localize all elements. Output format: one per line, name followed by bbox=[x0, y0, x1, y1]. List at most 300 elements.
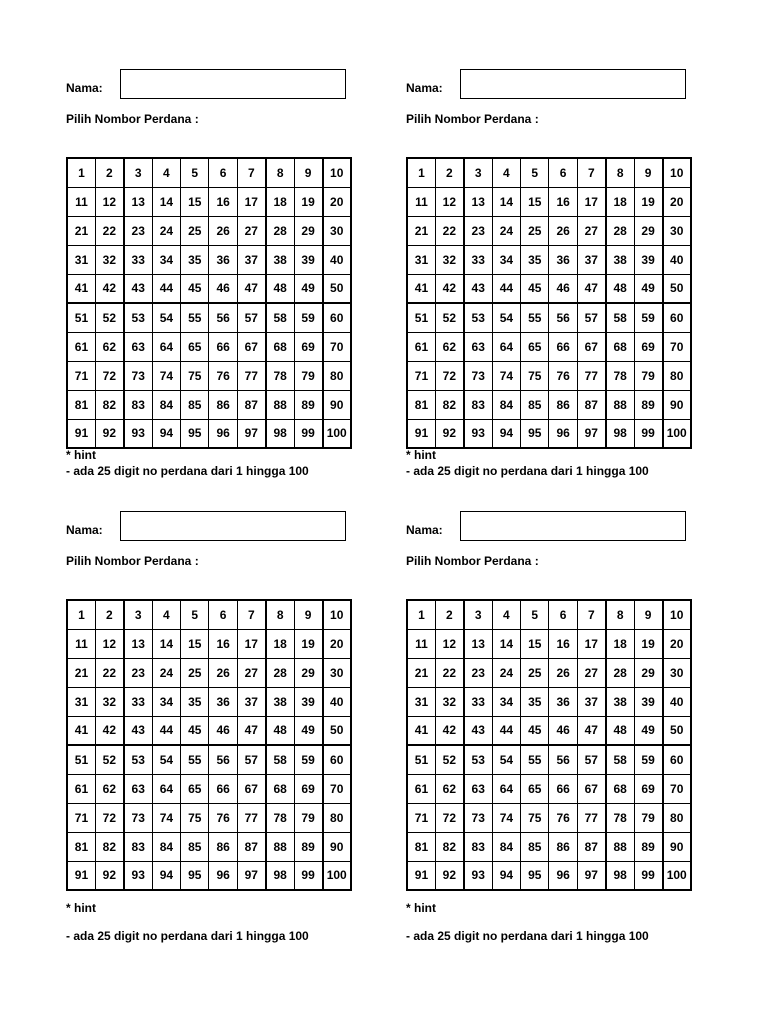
number-cell[interactable]: 95 bbox=[521, 419, 549, 448]
number-cell[interactable]: 54 bbox=[492, 745, 520, 774]
number-cell[interactable]: 9 bbox=[634, 158, 662, 187]
number-cell[interactable]: 8 bbox=[606, 158, 634, 187]
number-cell[interactable]: 5 bbox=[181, 600, 209, 629]
number-cell[interactable]: 16 bbox=[209, 629, 237, 658]
number-cell[interactable]: 64 bbox=[492, 332, 520, 361]
number-cell[interactable]: 73 bbox=[464, 803, 492, 832]
number-cell[interactable]: 17 bbox=[577, 629, 605, 658]
number-cell[interactable]: 45 bbox=[521, 274, 549, 303]
number-cell[interactable]: 68 bbox=[266, 332, 294, 361]
number-cell[interactable]: 58 bbox=[266, 745, 294, 774]
number-cell[interactable]: 24 bbox=[492, 216, 520, 245]
number-cell[interactable]: 69 bbox=[294, 332, 322, 361]
number-cell[interactable]: 21 bbox=[407, 658, 435, 687]
number-cell[interactable]: 62 bbox=[435, 774, 463, 803]
number-cell[interactable]: 58 bbox=[266, 303, 294, 332]
number-cell[interactable]: 21 bbox=[67, 216, 95, 245]
number-cell[interactable]: 52 bbox=[95, 745, 123, 774]
number-cell[interactable]: 24 bbox=[152, 216, 180, 245]
number-cell[interactable]: 56 bbox=[209, 745, 237, 774]
number-cell[interactable]: 10 bbox=[323, 600, 351, 629]
number-cell[interactable]: 22 bbox=[435, 216, 463, 245]
number-cell[interactable]: 39 bbox=[294, 687, 322, 716]
number-cell[interactable]: 51 bbox=[407, 303, 435, 332]
number-cell[interactable]: 27 bbox=[577, 658, 605, 687]
number-cell[interactable]: 81 bbox=[407, 832, 435, 861]
number-cell[interactable]: 28 bbox=[606, 658, 634, 687]
number-cell[interactable]: 40 bbox=[663, 687, 691, 716]
number-cell[interactable]: 42 bbox=[435, 716, 463, 745]
number-cell[interactable]: 57 bbox=[237, 303, 265, 332]
number-cell[interactable]: 35 bbox=[181, 245, 209, 274]
number-cell[interactable]: 61 bbox=[67, 332, 95, 361]
number-cell[interactable]: 75 bbox=[521, 361, 549, 390]
number-cell[interactable]: 91 bbox=[407, 861, 435, 890]
number-cell[interactable]: 28 bbox=[266, 216, 294, 245]
number-cell[interactable]: 47 bbox=[237, 716, 265, 745]
number-cell[interactable]: 87 bbox=[577, 390, 605, 419]
number-cell[interactable]: 33 bbox=[464, 245, 492, 274]
number-cell[interactable]: 61 bbox=[67, 774, 95, 803]
number-cell[interactable]: 7 bbox=[577, 158, 605, 187]
number-cell[interactable]: 89 bbox=[634, 832, 662, 861]
number-cell[interactable]: 19 bbox=[294, 187, 322, 216]
number-cell[interactable]: 85 bbox=[521, 390, 549, 419]
number-cell[interactable]: 79 bbox=[634, 361, 662, 390]
number-cell[interactable]: 12 bbox=[95, 629, 123, 658]
number-cell[interactable]: 40 bbox=[323, 687, 351, 716]
number-cell[interactable]: 35 bbox=[521, 687, 549, 716]
number-cell[interactable]: 44 bbox=[152, 274, 180, 303]
number-cell[interactable]: 26 bbox=[209, 216, 237, 245]
number-cell[interactable]: 59 bbox=[634, 303, 662, 332]
number-cell[interactable]: 12 bbox=[435, 629, 463, 658]
number-cell[interactable]: 45 bbox=[181, 716, 209, 745]
number-cell[interactable]: 15 bbox=[521, 187, 549, 216]
number-cell[interactable]: 30 bbox=[323, 216, 351, 245]
number-cell[interactable]: 100 bbox=[323, 861, 351, 890]
number-cell[interactable]: 16 bbox=[209, 187, 237, 216]
number-cell[interactable]: 28 bbox=[266, 658, 294, 687]
number-cell[interactable]: 56 bbox=[549, 303, 577, 332]
number-cell[interactable]: 23 bbox=[124, 658, 152, 687]
number-cell[interactable]: 7 bbox=[237, 158, 265, 187]
number-cell[interactable]: 43 bbox=[124, 274, 152, 303]
number-cell[interactable]: 44 bbox=[152, 716, 180, 745]
number-cell[interactable]: 18 bbox=[606, 629, 634, 658]
number-cell[interactable]: 71 bbox=[407, 361, 435, 390]
number-cell[interactable]: 85 bbox=[181, 390, 209, 419]
number-cell[interactable]: 36 bbox=[549, 687, 577, 716]
number-cell[interactable]: 33 bbox=[124, 687, 152, 716]
number-cell[interactable]: 15 bbox=[521, 629, 549, 658]
number-cell[interactable]: 52 bbox=[95, 303, 123, 332]
number-cell[interactable]: 26 bbox=[209, 658, 237, 687]
number-cell[interactable]: 81 bbox=[67, 390, 95, 419]
number-cell[interactable]: 5 bbox=[181, 158, 209, 187]
number-cell[interactable]: 39 bbox=[634, 687, 662, 716]
number-cell[interactable]: 86 bbox=[549, 390, 577, 419]
number-cell[interactable]: 62 bbox=[435, 332, 463, 361]
number-cell[interactable]: 5 bbox=[521, 600, 549, 629]
number-cell[interactable]: 27 bbox=[237, 658, 265, 687]
number-cell[interactable]: 87 bbox=[237, 390, 265, 419]
number-cell[interactable]: 17 bbox=[237, 629, 265, 658]
number-cell[interactable]: 77 bbox=[237, 361, 265, 390]
number-cell[interactable]: 83 bbox=[124, 832, 152, 861]
number-cell[interactable]: 74 bbox=[152, 803, 180, 832]
number-cell[interactable]: 54 bbox=[492, 303, 520, 332]
number-cell[interactable]: 23 bbox=[464, 216, 492, 245]
number-cell[interactable]: 19 bbox=[634, 629, 662, 658]
number-cell[interactable]: 98 bbox=[606, 419, 634, 448]
number-cell[interactable]: 81 bbox=[407, 390, 435, 419]
number-cell[interactable]: 60 bbox=[663, 745, 691, 774]
number-cell[interactable]: 74 bbox=[492, 361, 520, 390]
number-cell[interactable]: 14 bbox=[152, 629, 180, 658]
number-cell[interactable]: 73 bbox=[124, 361, 152, 390]
number-cell[interactable]: 27 bbox=[237, 216, 265, 245]
number-cell[interactable]: 67 bbox=[577, 332, 605, 361]
number-cell[interactable]: 94 bbox=[492, 861, 520, 890]
number-cell[interactable]: 8 bbox=[266, 158, 294, 187]
number-cell[interactable]: 10 bbox=[663, 600, 691, 629]
number-cell[interactable]: 30 bbox=[323, 658, 351, 687]
number-cell[interactable]: 34 bbox=[492, 687, 520, 716]
number-cell[interactable]: 95 bbox=[521, 861, 549, 890]
number-cell[interactable]: 29 bbox=[634, 216, 662, 245]
number-cell[interactable]: 67 bbox=[577, 774, 605, 803]
number-cell[interactable]: 88 bbox=[266, 390, 294, 419]
number-cell[interactable]: 22 bbox=[95, 658, 123, 687]
number-cell[interactable]: 32 bbox=[95, 245, 123, 274]
number-cell[interactable]: 42 bbox=[435, 274, 463, 303]
number-cell[interactable]: 4 bbox=[492, 600, 520, 629]
number-cell[interactable]: 26 bbox=[549, 658, 577, 687]
number-cell[interactable]: 19 bbox=[294, 629, 322, 658]
number-cell[interactable]: 88 bbox=[606, 390, 634, 419]
number-cell[interactable]: 45 bbox=[181, 274, 209, 303]
number-cell[interactable]: 29 bbox=[294, 658, 322, 687]
number-cell[interactable]: 35 bbox=[521, 245, 549, 274]
number-cell[interactable]: 33 bbox=[124, 245, 152, 274]
number-cell[interactable]: 89 bbox=[294, 390, 322, 419]
number-cell[interactable]: 82 bbox=[435, 390, 463, 419]
number-cell[interactable]: 10 bbox=[323, 158, 351, 187]
number-cell[interactable]: 41 bbox=[407, 274, 435, 303]
number-cell[interactable]: 90 bbox=[323, 390, 351, 419]
number-cell[interactable]: 3 bbox=[464, 158, 492, 187]
number-cell[interactable]: 14 bbox=[492, 629, 520, 658]
number-cell[interactable]: 24 bbox=[152, 658, 180, 687]
number-cell[interactable]: 70 bbox=[663, 332, 691, 361]
number-cell[interactable]: 29 bbox=[294, 216, 322, 245]
number-cell[interactable]: 78 bbox=[606, 803, 634, 832]
number-cell[interactable]: 1 bbox=[67, 600, 95, 629]
number-cell[interactable]: 99 bbox=[294, 419, 322, 448]
number-cell[interactable]: 85 bbox=[521, 832, 549, 861]
number-cell[interactable]: 72 bbox=[435, 361, 463, 390]
number-cell[interactable]: 68 bbox=[606, 332, 634, 361]
number-cell[interactable]: 43 bbox=[124, 716, 152, 745]
number-cell[interactable]: 71 bbox=[67, 803, 95, 832]
number-cell[interactable]: 82 bbox=[95, 390, 123, 419]
number-cell[interactable]: 1 bbox=[407, 600, 435, 629]
number-cell[interactable]: 36 bbox=[209, 687, 237, 716]
number-cell[interactable]: 51 bbox=[407, 745, 435, 774]
number-cell[interactable]: 7 bbox=[237, 600, 265, 629]
number-cell[interactable]: 13 bbox=[464, 187, 492, 216]
number-cell[interactable]: 40 bbox=[663, 245, 691, 274]
number-cell[interactable]: 37 bbox=[577, 245, 605, 274]
number-cell[interactable]: 49 bbox=[634, 274, 662, 303]
number-cell[interactable]: 21 bbox=[67, 658, 95, 687]
number-cell[interactable]: 36 bbox=[209, 245, 237, 274]
number-cell[interactable]: 9 bbox=[634, 600, 662, 629]
number-cell[interactable]: 95 bbox=[181, 861, 209, 890]
number-cell[interactable]: 78 bbox=[606, 361, 634, 390]
number-cell[interactable]: 13 bbox=[124, 629, 152, 658]
number-cell[interactable]: 20 bbox=[323, 629, 351, 658]
number-cell[interactable]: 10 bbox=[663, 158, 691, 187]
number-cell[interactable]: 76 bbox=[209, 361, 237, 390]
number-cell[interactable]: 34 bbox=[152, 245, 180, 274]
number-cell[interactable]: 59 bbox=[634, 745, 662, 774]
number-cell[interactable]: 63 bbox=[464, 332, 492, 361]
number-cell[interactable]: 11 bbox=[407, 629, 435, 658]
number-cell[interactable]: 22 bbox=[435, 658, 463, 687]
number-cell[interactable]: 83 bbox=[464, 390, 492, 419]
number-cell[interactable]: 21 bbox=[407, 216, 435, 245]
number-cell[interactable]: 69 bbox=[294, 774, 322, 803]
number-cell[interactable]: 54 bbox=[152, 745, 180, 774]
number-cell[interactable]: 66 bbox=[549, 332, 577, 361]
number-cell[interactable]: 50 bbox=[323, 274, 351, 303]
number-cell[interactable]: 74 bbox=[152, 361, 180, 390]
number-cell[interactable]: 31 bbox=[67, 687, 95, 716]
number-cell[interactable]: 7 bbox=[577, 600, 605, 629]
number-cell[interactable]: 67 bbox=[237, 774, 265, 803]
number-cell[interactable]: 55 bbox=[521, 745, 549, 774]
name-field[interactable] bbox=[120, 69, 346, 99]
number-cell[interactable]: 77 bbox=[577, 361, 605, 390]
number-cell[interactable]: 41 bbox=[407, 716, 435, 745]
number-cell[interactable]: 54 bbox=[152, 303, 180, 332]
number-cell[interactable]: 16 bbox=[549, 629, 577, 658]
number-cell[interactable]: 62 bbox=[95, 774, 123, 803]
number-cell[interactable]: 46 bbox=[209, 274, 237, 303]
number-cell[interactable]: 60 bbox=[663, 303, 691, 332]
number-cell[interactable]: 97 bbox=[577, 861, 605, 890]
number-cell[interactable]: 96 bbox=[209, 419, 237, 448]
number-cell[interactable]: 50 bbox=[663, 274, 691, 303]
number-cell[interactable]: 72 bbox=[95, 803, 123, 832]
number-cell[interactable]: 88 bbox=[266, 832, 294, 861]
number-cell[interactable]: 3 bbox=[124, 158, 152, 187]
number-cell[interactable]: 85 bbox=[181, 832, 209, 861]
number-cell[interactable]: 71 bbox=[407, 803, 435, 832]
name-field[interactable] bbox=[460, 69, 686, 99]
number-cell[interactable]: 68 bbox=[266, 774, 294, 803]
number-cell[interactable]: 47 bbox=[237, 274, 265, 303]
number-cell[interactable]: 50 bbox=[323, 716, 351, 745]
number-cell[interactable]: 3 bbox=[124, 600, 152, 629]
number-cell[interactable]: 59 bbox=[294, 303, 322, 332]
number-cell[interactable]: 28 bbox=[606, 216, 634, 245]
number-cell[interactable]: 38 bbox=[266, 687, 294, 716]
number-cell[interactable]: 57 bbox=[237, 745, 265, 774]
number-cell[interactable]: 98 bbox=[606, 861, 634, 890]
number-cell[interactable]: 20 bbox=[663, 629, 691, 658]
number-cell[interactable]: 91 bbox=[67, 419, 95, 448]
number-cell[interactable]: 31 bbox=[67, 245, 95, 274]
number-cell[interactable]: 100 bbox=[663, 861, 691, 890]
number-cell[interactable]: 70 bbox=[323, 774, 351, 803]
number-cell[interactable]: 37 bbox=[577, 687, 605, 716]
number-cell[interactable]: 73 bbox=[124, 803, 152, 832]
number-cell[interactable]: 49 bbox=[294, 716, 322, 745]
number-cell[interactable]: 46 bbox=[209, 716, 237, 745]
number-cell[interactable]: 55 bbox=[181, 303, 209, 332]
number-cell[interactable]: 47 bbox=[577, 716, 605, 745]
number-cell[interactable]: 65 bbox=[181, 774, 209, 803]
number-cell[interactable]: 43 bbox=[464, 274, 492, 303]
number-cell[interactable]: 90 bbox=[663, 832, 691, 861]
number-cell[interactable]: 25 bbox=[181, 658, 209, 687]
number-cell[interactable]: 11 bbox=[67, 187, 95, 216]
number-cell[interactable]: 9 bbox=[294, 158, 322, 187]
number-cell[interactable]: 50 bbox=[663, 716, 691, 745]
number-cell[interactable]: 29 bbox=[634, 658, 662, 687]
number-cell[interactable]: 41 bbox=[67, 274, 95, 303]
number-cell[interactable]: 17 bbox=[237, 187, 265, 216]
number-cell[interactable]: 72 bbox=[435, 803, 463, 832]
number-cell[interactable]: 49 bbox=[294, 274, 322, 303]
number-cell[interactable]: 92 bbox=[435, 419, 463, 448]
number-cell[interactable]: 51 bbox=[67, 745, 95, 774]
number-cell[interactable]: 84 bbox=[492, 390, 520, 419]
number-cell[interactable]: 30 bbox=[663, 658, 691, 687]
number-cell[interactable]: 32 bbox=[95, 687, 123, 716]
number-cell[interactable]: 75 bbox=[181, 361, 209, 390]
number-cell[interactable]: 42 bbox=[95, 716, 123, 745]
number-cell[interactable]: 2 bbox=[435, 158, 463, 187]
number-cell[interactable]: 22 bbox=[95, 216, 123, 245]
number-cell[interactable]: 48 bbox=[266, 716, 294, 745]
number-cell[interactable]: 68 bbox=[606, 774, 634, 803]
number-cell[interactable]: 25 bbox=[181, 216, 209, 245]
number-cell[interactable]: 11 bbox=[407, 187, 435, 216]
number-cell[interactable]: 5 bbox=[521, 158, 549, 187]
number-cell[interactable]: 2 bbox=[95, 158, 123, 187]
number-cell[interactable]: 65 bbox=[521, 774, 549, 803]
number-cell[interactable]: 83 bbox=[124, 390, 152, 419]
number-cell[interactable]: 77 bbox=[237, 803, 265, 832]
number-cell[interactable]: 70 bbox=[663, 774, 691, 803]
number-cell[interactable]: 55 bbox=[181, 745, 209, 774]
number-cell[interactable]: 82 bbox=[435, 832, 463, 861]
number-cell[interactable]: 19 bbox=[634, 187, 662, 216]
number-cell[interactable]: 6 bbox=[209, 600, 237, 629]
number-cell[interactable]: 76 bbox=[209, 803, 237, 832]
number-cell[interactable]: 74 bbox=[492, 803, 520, 832]
number-cell[interactable]: 9 bbox=[294, 600, 322, 629]
number-cell[interactable]: 67 bbox=[237, 332, 265, 361]
number-cell[interactable]: 96 bbox=[209, 861, 237, 890]
number-cell[interactable]: 25 bbox=[521, 216, 549, 245]
number-cell[interactable]: 23 bbox=[464, 658, 492, 687]
number-cell[interactable]: 63 bbox=[464, 774, 492, 803]
number-cell[interactable]: 81 bbox=[67, 832, 95, 861]
number-cell[interactable]: 25 bbox=[521, 658, 549, 687]
number-cell[interactable]: 32 bbox=[435, 245, 463, 274]
number-cell[interactable]: 56 bbox=[549, 745, 577, 774]
number-cell[interactable]: 16 bbox=[549, 187, 577, 216]
number-cell[interactable]: 39 bbox=[634, 245, 662, 274]
number-cell[interactable]: 48 bbox=[606, 274, 634, 303]
number-cell[interactable]: 64 bbox=[152, 332, 180, 361]
number-cell[interactable]: 78 bbox=[266, 361, 294, 390]
number-cell[interactable]: 84 bbox=[492, 832, 520, 861]
number-cell[interactable]: 89 bbox=[294, 832, 322, 861]
number-cell[interactable]: 92 bbox=[95, 419, 123, 448]
number-cell[interactable]: 52 bbox=[435, 745, 463, 774]
number-cell[interactable]: 49 bbox=[634, 716, 662, 745]
number-cell[interactable]: 44 bbox=[492, 274, 520, 303]
number-cell[interactable]: 80 bbox=[323, 361, 351, 390]
number-cell[interactable]: 65 bbox=[521, 332, 549, 361]
number-cell[interactable]: 36 bbox=[549, 245, 577, 274]
number-cell[interactable]: 39 bbox=[294, 245, 322, 274]
number-cell[interactable]: 51 bbox=[67, 303, 95, 332]
number-cell[interactable]: 75 bbox=[181, 803, 209, 832]
number-cell[interactable]: 56 bbox=[209, 303, 237, 332]
number-cell[interactable]: 94 bbox=[152, 861, 180, 890]
number-cell[interactable]: 3 bbox=[464, 600, 492, 629]
number-cell[interactable]: 1 bbox=[407, 158, 435, 187]
number-cell[interactable]: 60 bbox=[323, 303, 351, 332]
number-cell[interactable]: 13 bbox=[124, 187, 152, 216]
number-cell[interactable]: 53 bbox=[464, 303, 492, 332]
number-cell[interactable]: 13 bbox=[464, 629, 492, 658]
number-cell[interactable]: 18 bbox=[266, 187, 294, 216]
number-cell[interactable]: 12 bbox=[435, 187, 463, 216]
name-field[interactable] bbox=[460, 511, 686, 541]
number-cell[interactable]: 61 bbox=[407, 332, 435, 361]
number-cell[interactable]: 58 bbox=[606, 303, 634, 332]
number-cell[interactable]: 79 bbox=[294, 803, 322, 832]
number-cell[interactable]: 92 bbox=[95, 861, 123, 890]
number-cell[interactable]: 89 bbox=[634, 390, 662, 419]
number-cell[interactable]: 64 bbox=[492, 774, 520, 803]
number-cell[interactable]: 62 bbox=[95, 332, 123, 361]
number-cell[interactable]: 91 bbox=[407, 419, 435, 448]
number-cell[interactable]: 66 bbox=[209, 774, 237, 803]
number-cell[interactable]: 38 bbox=[606, 687, 634, 716]
number-cell[interactable]: 15 bbox=[181, 187, 209, 216]
number-cell[interactable]: 93 bbox=[464, 419, 492, 448]
number-cell[interactable]: 11 bbox=[67, 629, 95, 658]
number-cell[interactable]: 73 bbox=[464, 361, 492, 390]
number-cell[interactable]: 8 bbox=[266, 600, 294, 629]
number-cell[interactable]: 1 bbox=[67, 158, 95, 187]
number-cell[interactable]: 69 bbox=[634, 332, 662, 361]
number-cell[interactable]: 99 bbox=[634, 861, 662, 890]
number-cell[interactable]: 95 bbox=[181, 419, 209, 448]
number-cell[interactable]: 69 bbox=[634, 774, 662, 803]
number-cell[interactable]: 88 bbox=[606, 832, 634, 861]
number-cell[interactable]: 18 bbox=[266, 629, 294, 658]
